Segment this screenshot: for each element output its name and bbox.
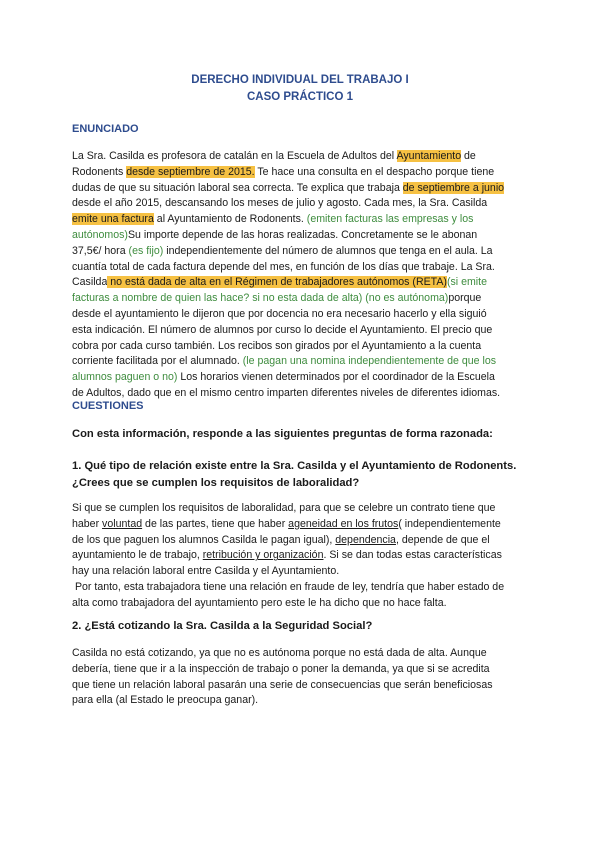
text-run: haber xyxy=(72,517,103,530)
comment-text: (si emite xyxy=(446,276,487,289)
text-run: Te hace una consulta en el despacho porque tiene xyxy=(254,165,495,178)
text-run: Su importe depende de las horas realizadas. Concretamente se le abonan xyxy=(127,228,478,241)
text-line: hay una relación laboral entre Casilda y el Ayuntamiento. xyxy=(72,565,340,578)
text-run: 37,5€/ hora xyxy=(72,244,129,257)
text-line xyxy=(72,212,528,228)
comment-text: (le pagan una nomina independientemente de que los xyxy=(242,355,497,368)
text-line xyxy=(72,548,528,564)
underlined-term: voluntad xyxy=(102,517,143,530)
document-subtitle: CASO PRÁCTICO 1 xyxy=(246,91,354,103)
text-run: independientemente del número de alumnos que tenga en el aula. La xyxy=(163,244,493,257)
text-line xyxy=(72,354,528,370)
text-line: Si que se cumplen los requisitos de laboralidad, para que se celebre un contrato tiene que xyxy=(72,502,496,514)
text-run: ( independientemente xyxy=(398,517,501,530)
text-line xyxy=(72,149,528,165)
text-run: porque xyxy=(448,292,482,305)
text-line xyxy=(72,291,528,307)
text-run: La Sra. Casilda es profesora de catalán en la Escuela de Adultos del xyxy=(72,150,397,162)
highlight: Ayuntamiento xyxy=(396,150,462,162)
highlight: emite una factura xyxy=(72,213,154,226)
text-run: Rodonents xyxy=(72,165,127,178)
question-1 xyxy=(72,458,532,492)
text-line: para ella (al Estado le preocupa ganar). xyxy=(72,694,259,707)
underlined-term: dependencia xyxy=(335,533,396,546)
text-line xyxy=(72,533,528,549)
text-line xyxy=(72,165,528,181)
text-line xyxy=(72,181,528,197)
text-line xyxy=(72,275,528,291)
underlined-term: retribución y organización xyxy=(202,549,324,562)
comment-text: (emiten facturas las empresas y los xyxy=(306,213,474,226)
text-run: de las partes, tiene que haber xyxy=(142,517,289,530)
text-line: cuantía total de cada factura depende del mes, en función de los días que trabaje. La Sra. xyxy=(72,260,495,273)
comment-text: (es fijo) xyxy=(128,244,164,257)
text-line xyxy=(72,517,528,533)
text-line: debería, tiene que ir a la inspección de trabajo o poner la demanda, ya que si se acredita xyxy=(72,662,490,675)
text-line: desde el ayuntamiento le dijeron que por docencia no era necesario hacerlo y ella siguió xyxy=(72,307,487,320)
question-2: 2. ¿Está cotizando la Sra. Casilda a la Seguridad Social? xyxy=(72,620,373,632)
text-line xyxy=(72,244,528,260)
underlined-term: ageneidad en los frutos xyxy=(288,517,399,530)
section-heading-cuestiones: CUESTIONES xyxy=(72,400,144,412)
text-line: Por tanto, esta trabajadora tiene una relación en fraude de ley, tendría que haber estado de xyxy=(72,580,505,593)
question-1-line: 1. Qué tipo de relación existe entre la Sra. Casilda y el Ayuntamiento de Rodonents. xyxy=(72,460,517,472)
highlight: desde septiembre de 2015. xyxy=(126,165,255,178)
comment-text: alumnos paguen o no) xyxy=(72,371,178,384)
text-run: ayuntamiento le de trabajo, xyxy=(72,549,203,562)
question-1-line: ¿Crees que se cumplen los requisitos de laboralidad? xyxy=(72,477,360,489)
text-line: alta como trabajadora del ayuntamiento pero este le ha dicho que no hace falta. xyxy=(72,596,447,609)
text-line: cobra por cada curso también. Los recibos son girados por el Ayuntamiento a la cuenta xyxy=(72,339,482,352)
cuestiones-intro: Con esta información, responde a las siguientes preguntas de forma razonada: xyxy=(72,428,493,440)
text-line xyxy=(72,228,528,244)
text-run: corriente facilitada por el alumnado. xyxy=(72,355,243,368)
text-run: dudas de que su situación laboral sea correcta. Te explica que trabaja xyxy=(72,181,403,194)
text-line xyxy=(72,370,528,386)
text-run: al Ayuntamiento de Rodonents. xyxy=(153,213,307,226)
highlight: de septiembre a junio xyxy=(402,181,505,194)
text-run: Casilda xyxy=(72,276,108,289)
text-line: de Adultos, dado que en el mismo centro imparten diferentes niveles de diferentes idiomas. xyxy=(72,386,501,399)
comment-text: facturas a nombre de quien las hace? si no esta dada de alta) (no es autónoma) xyxy=(72,292,449,305)
text-line: esta indicación. El número de alumnos por curso lo decide el Ayuntamiento. El precio que xyxy=(72,323,493,336)
text-run: de xyxy=(461,150,476,162)
text-run: Los horarios vienen determinados por el coordinador de la Escuela xyxy=(177,371,495,384)
text-line: que tiene un relación laboral pasarán una serie de consecuencias que serán beneficiosas xyxy=(72,678,493,691)
text-line: Casilda no está cotizando, ya que no es autónoma porque no está dada de alta. Aunque xyxy=(72,647,487,659)
text-line: desde el año 2015, descansando los meses de julio y agosto. Cada mes, la Sra. Casilda xyxy=(72,197,488,210)
answer-1-paragraph xyxy=(72,501,528,612)
comment-text: autónomos) xyxy=(72,228,128,241)
section-heading-enunciado: ENUNCIADO xyxy=(72,123,139,135)
document-title: DERECHO INDIVIDUAL DEL TRABAJO I xyxy=(191,74,409,86)
text-run: , depende de que el xyxy=(395,533,490,546)
enunciado-paragraph xyxy=(72,149,528,402)
highlight: no está dada de alta en el Régimen de trabajadores autónomos (RETA) xyxy=(107,276,447,289)
answer-2-paragraph xyxy=(72,646,528,709)
text-run: de los que paguen los alumnos Casilda le pagan igual), xyxy=(72,533,336,546)
text-run: . Si se dan todas estas características xyxy=(323,549,502,562)
